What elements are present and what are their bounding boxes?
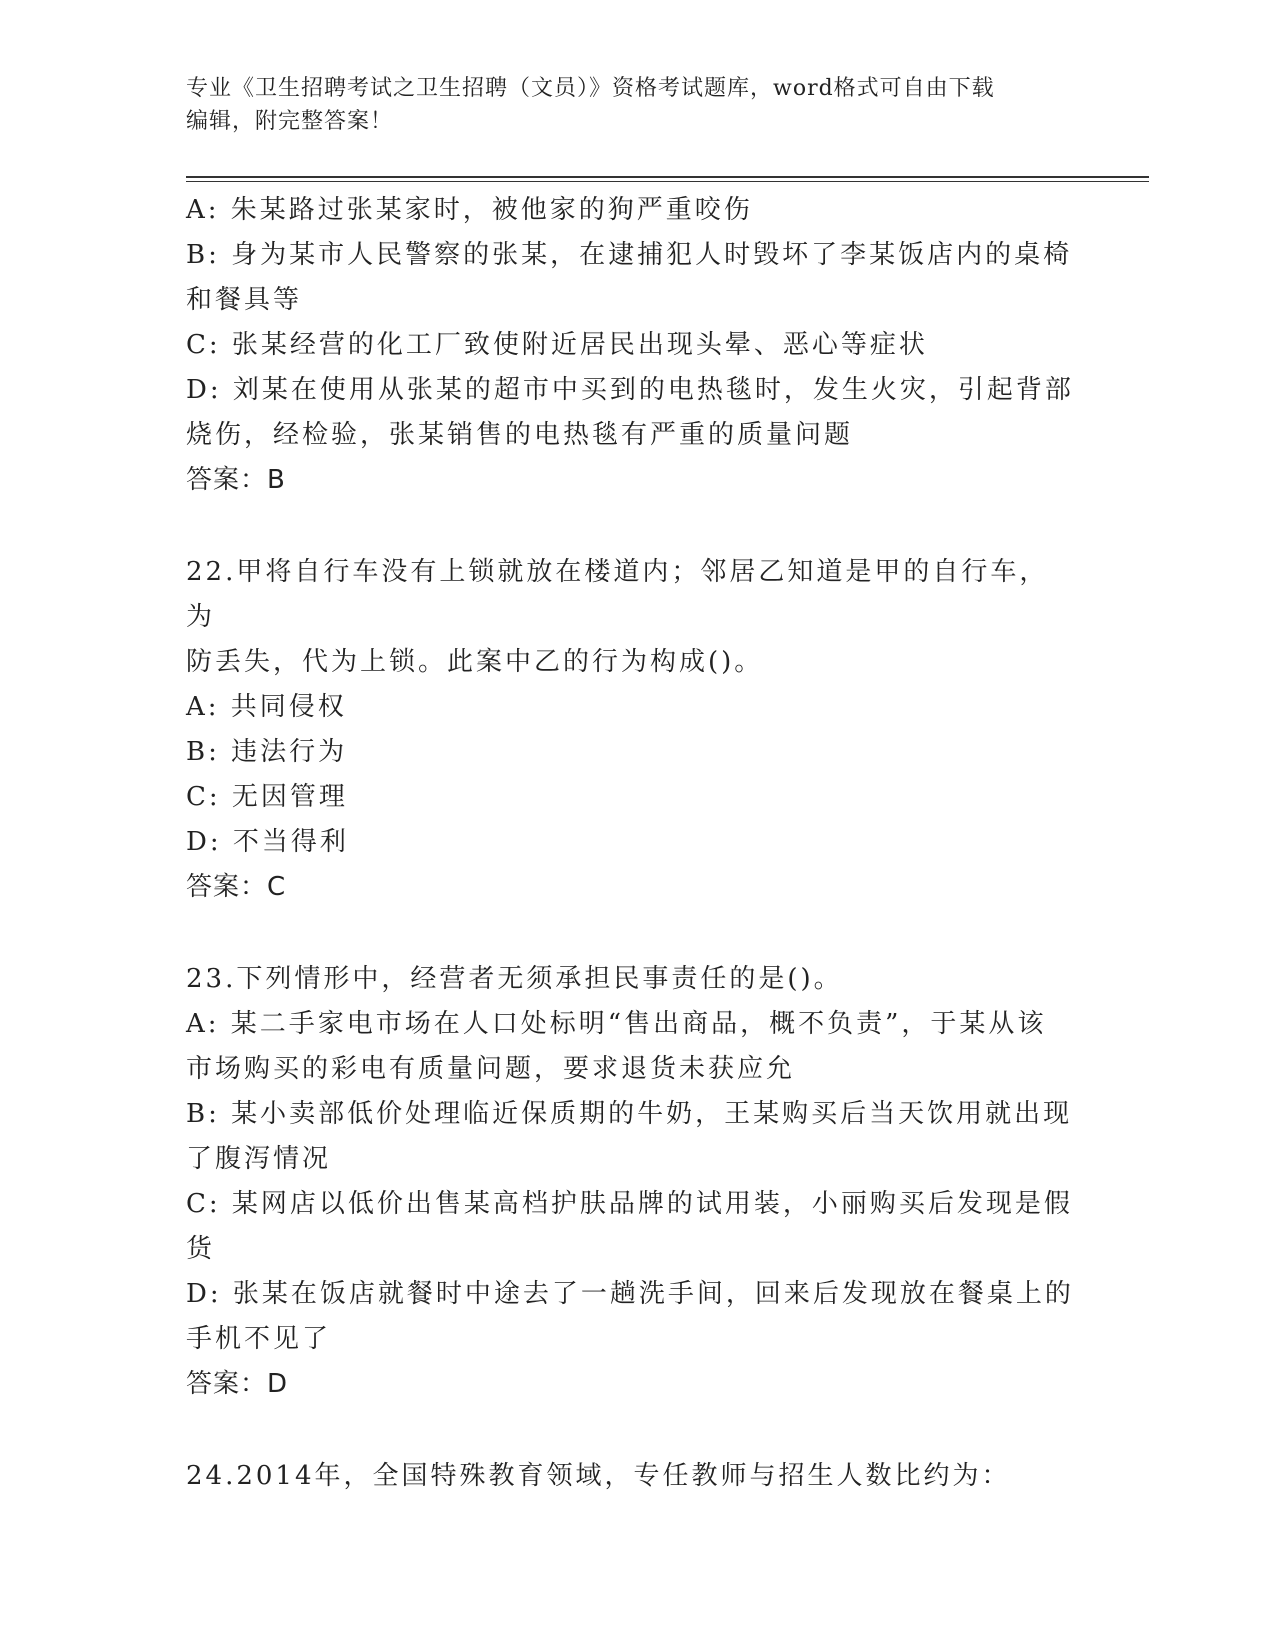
q23-option-b-line-2: 了腹泻情况 — [186, 1144, 332, 1174]
q23-option-b-line-1: B: 某小卖部低价处理临近保质期的牛奶，王某购买后当天饮用就出现 — [186, 1099, 1073, 1129]
q22-answer: 答案：C — [186, 872, 287, 902]
question-21-block — [186, 188, 1076, 503]
q22-option-c: C: 无因管理 — [186, 782, 348, 812]
question-content — [186, 188, 1076, 1499]
q23-answer: 答案：D — [186, 1369, 289, 1399]
q23-option-d-line-1: D: 张某在饭店就餐时中途去了一趟洗手间，回来后发现放在餐桌上的 — [186, 1279, 1074, 1309]
question-24-block — [186, 1454, 1076, 1499]
q22-option-a: A: 共同侵权 — [186, 692, 347, 722]
q21-option-d-line-1: D: 刘某在使用从张某的超市中买到的电热毯时，发生火灾，引起背部 — [186, 375, 1074, 405]
q23-option-a-line-2: 市场购买的彩电有质量问题，要求退货未获应允 — [186, 1054, 796, 1084]
header-line-2: 编辑，附完整答案！ — [186, 109, 394, 134]
q23-option-a-line-1: A: 某二手家电市场在人口处标明“售出商品，概不负责”，于某从该 — [186, 1009, 1047, 1039]
q23-option-c-line-2: 货 — [186, 1234, 216, 1264]
document-header — [186, 72, 1066, 138]
question-23-block — [186, 957, 1076, 1407]
spacer — [186, 1407, 1076, 1454]
question-22-block — [186, 550, 1076, 910]
q23-option-c-line-1: C: 某网店以低价出售某高档护肤品牌的试用装，小丽购买后发现是假 — [186, 1189, 1073, 1219]
q21-answer: 答案：B — [186, 465, 286, 495]
header-divider-thick — [186, 176, 1149, 178]
q23-option-d-line-2: 手机不见了 — [186, 1324, 332, 1354]
q22-stem-line-2: 防丢失，代为上锁。此案中乙的行为构成()。 — [186, 647, 764, 677]
q22-stem-line-1: 22.甲将自行车没有上锁就放在楼道内；邻居乙知道是甲的自行车，为 — [186, 557, 1049, 632]
spacer — [186, 910, 1076, 957]
q21-option-a: A: 朱某路过张某家时，被他家的狗严重咬伤 — [186, 195, 753, 225]
q22-option-d: D: 不当得利 — [186, 827, 349, 857]
q23-stem: 23.下列情形中，经营者无须承担民事责任的是()。 — [186, 964, 843, 994]
header-divider-thin — [186, 181, 1149, 182]
q21-option-b-line-1: B: 身为某市人民警察的张某，在逮捕犯人时毁坏了李某饭店内的桌椅 — [186, 240, 1073, 270]
q21-option-c: C: 张某经营的化工厂致使附近居民出现头晕、恶心等症状 — [186, 330, 928, 360]
spacer — [186, 503, 1076, 550]
q21-option-b-line-2: 和餐具等 — [186, 285, 303, 315]
header-line-1: 专业《卫生招聘考试之卫生招聘（文员）》资格考试题库，word格式可自由下载 — [186, 76, 995, 101]
q21-option-d-line-2: 烧伤，经检验，张某销售的电热毯有严重的质量问题 — [186, 420, 854, 450]
q24-stem: 24.2014年，全国特殊教育领域，专任教师与招生人数比约为： — [186, 1461, 1011, 1491]
q22-option-b: B: 违法行为 — [186, 737, 348, 767]
